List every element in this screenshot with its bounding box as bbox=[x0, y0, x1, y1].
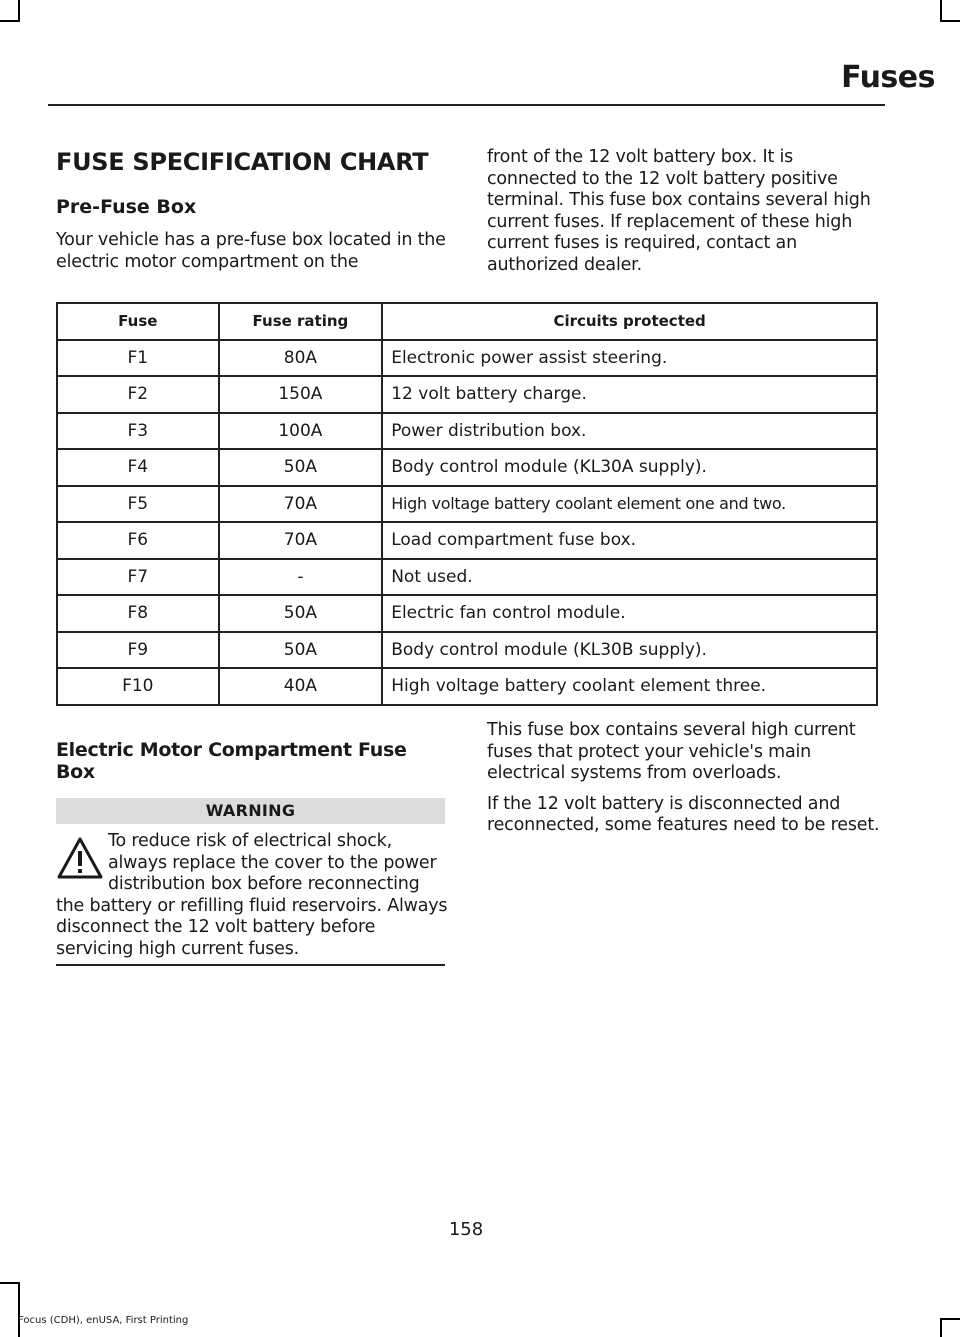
column-header-rating: Fuse rating bbox=[219, 303, 383, 340]
crop-mark bbox=[940, 0, 942, 22]
page-header-title: Fuses bbox=[841, 60, 935, 95]
circuit-cell: Not used. bbox=[382, 559, 877, 596]
section-fuse-chart-left bbox=[56, 148, 448, 273]
table-row bbox=[57, 668, 877, 705]
table-row bbox=[57, 376, 877, 413]
table-row bbox=[57, 486, 877, 523]
table-row bbox=[57, 413, 877, 450]
warning-triangle-icon bbox=[56, 836, 104, 880]
circuit-cell: High voltage battery coolant element one and two. bbox=[382, 486, 877, 523]
section-subtitle: Pre-Fuse Box bbox=[56, 196, 197, 218]
circuit-cell: Load compartment fuse box. bbox=[382, 522, 877, 559]
warning-text-block bbox=[56, 831, 448, 960]
table-row bbox=[57, 449, 877, 486]
table-header-row bbox=[57, 303, 877, 340]
table-row bbox=[57, 559, 877, 596]
crop-mark bbox=[940, 1318, 960, 1320]
crop-mark bbox=[940, 1318, 942, 1337]
warning-divider bbox=[56, 964, 445, 966]
rating-cell: 50A bbox=[219, 595, 383, 632]
rating-cell: 50A bbox=[219, 632, 383, 669]
fuse-cell: F7 bbox=[57, 559, 219, 596]
rating-cell: 50A bbox=[219, 449, 383, 486]
circuit-cell: High voltage battery coolant element three. bbox=[382, 668, 877, 705]
fuse-cell: F4 bbox=[57, 449, 219, 486]
column-header-circuits: Circuits protected bbox=[382, 303, 877, 340]
crop-mark bbox=[18, 1282, 20, 1337]
table-row bbox=[57, 595, 877, 632]
crop-mark bbox=[0, 20, 20, 22]
intro-paragraph: Your vehicle has a pre-fuse box located in the electric motor compartment on the bbox=[56, 230, 446, 272]
table-row bbox=[57, 340, 877, 377]
warning-text: To reduce risk of electrical shock, always replace the cover to the power distribution box before reconnecting the battery or refilling fluid reservoirs. Always disconnect the 12 volt battery before servicing high current fuses. bbox=[56, 831, 448, 959]
reset-paragraph: If the 12 volt battery is disconnected and reconnected, some features need to be reset. bbox=[487, 793, 880, 835]
section-title: Electric Motor Compartment Fuse Box bbox=[56, 739, 407, 783]
rating-cell: 70A bbox=[219, 522, 383, 559]
table-row bbox=[57, 632, 877, 669]
circuit-cell: Electric fan control module. bbox=[382, 595, 877, 632]
warning-label: WARNING bbox=[56, 798, 445, 824]
crop-mark bbox=[18, 0, 20, 22]
fuse-cell: F8 bbox=[57, 595, 219, 632]
intro-paragraph-continued: front of the 12 volt battery box. It is connected to the 12 volt battery positive terminal. This fuse box contains several high current fuses. If replacement of these high current fuses is required, contact an authorized dealer. bbox=[487, 147, 871, 275]
section-title: FUSE SPECIFICATION CHART bbox=[56, 148, 429, 176]
rating-cell: 100A bbox=[219, 413, 383, 450]
fuse-cell: F10 bbox=[57, 668, 219, 705]
circuit-cell: Body control module (KL30B supply). bbox=[382, 632, 877, 669]
fuse-table bbox=[56, 302, 878, 706]
header-divider bbox=[48, 104, 885, 106]
section-motor-fuse-box-right bbox=[487, 720, 882, 837]
rating-cell: - bbox=[219, 559, 383, 596]
rating-cell: 80A bbox=[219, 340, 383, 377]
circuit-cell: 12 volt battery charge. bbox=[382, 376, 877, 413]
fuse-cell: F1 bbox=[57, 340, 219, 377]
fuse-cell: F9 bbox=[57, 632, 219, 669]
fuse-cell: F6 bbox=[57, 522, 219, 559]
circuit-cell: Power distribution box. bbox=[382, 413, 877, 450]
fuse-box-paragraph: This fuse box contains several high current fuses that protect your vehicle's main electrical systems from overloads. bbox=[487, 720, 856, 783]
fuse-cell: F2 bbox=[57, 376, 219, 413]
crop-mark bbox=[940, 20, 960, 22]
rating-cell: 150A bbox=[219, 376, 383, 413]
table-row bbox=[57, 522, 877, 559]
fuse-cell: F5 bbox=[57, 486, 219, 523]
page-number: 158 bbox=[448, 1219, 484, 1240]
section-motor-fuse-box-left bbox=[56, 739, 448, 783]
rating-cell: 40A bbox=[219, 668, 383, 705]
rating-cell: 70A bbox=[219, 486, 383, 523]
circuit-cell: Electronic power assist steering. bbox=[382, 340, 877, 377]
crop-mark bbox=[0, 1282, 20, 1284]
edition-footer: Focus (CDH), enUSA, First Printing bbox=[18, 1315, 189, 1326]
circuit-cell: Body control module (KL30A supply). bbox=[382, 449, 877, 486]
column-header-fuse: Fuse bbox=[57, 303, 219, 340]
section-fuse-chart-right bbox=[487, 147, 882, 276]
fuse-cell: F3 bbox=[57, 413, 219, 450]
